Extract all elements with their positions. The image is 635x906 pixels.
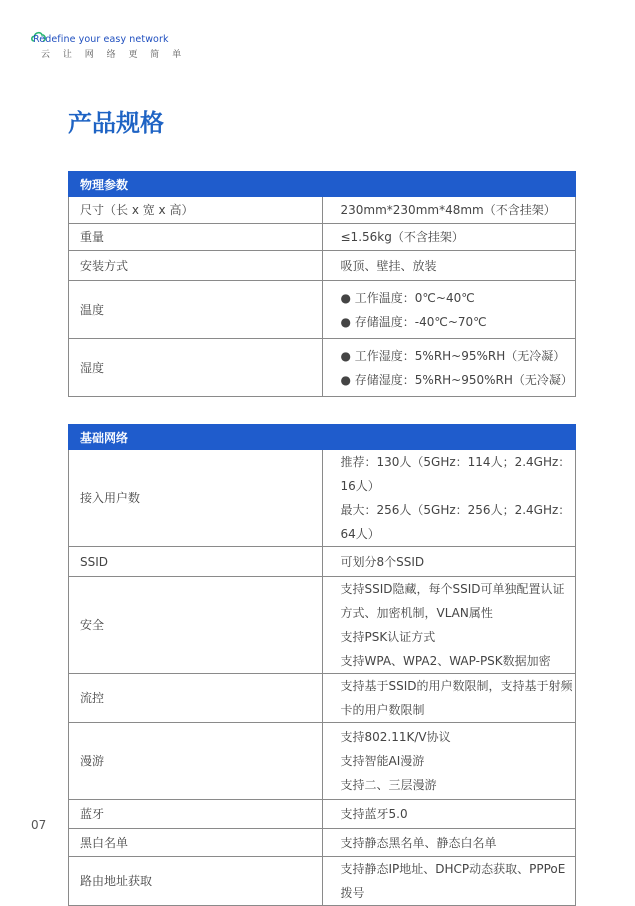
network-spec-table [68,424,576,906]
spec-value-line: ● 存储湿度：5%RH~950%RH（无冷凝） [340,372,573,387]
logo-tagline-en: Redefine your easy network [33,34,169,45]
spec-row [69,674,576,723]
spec-value [322,224,576,251]
spec-label: 安全 [69,577,323,674]
spec-value [322,251,576,281]
spec-value-line: ● 工作温度：0℃~40℃ [340,290,475,305]
spec-value-line: ● 存储温度：-40℃~70℃ [340,314,487,329]
spec-label: 蓝牙 [69,800,323,829]
spec-value-line: 支持智能AI漫游 [340,754,425,768]
spec-value-line: 可划分8个SSID [340,554,425,569]
spec-label: 接入用户数 [69,450,323,547]
spec-label: 黑白名单 [69,829,323,857]
spec-label: 温度 [69,281,323,339]
spec-value-line: ≤1.56kg（不含挂架） [340,230,464,244]
spec-value-line: 支持WPA、WPA2、WAP-PSK数据加密 [340,654,551,668]
spec-label: 安装方式 [69,251,323,281]
spec-value-line: 支持802.11K/V协议 [340,730,451,744]
spec-value [322,674,576,723]
spec-value-line: 支持静态IP地址、DHCP动态获取、PPPoE拨号 [340,862,566,900]
spec-label: 尺寸（长 x 宽 x 高） [69,197,323,224]
logo-tagline-cn: 云 让 网 络 更 简 单 [41,50,187,60]
spec-row [69,450,576,547]
spec-row [69,857,576,906]
spec-row [69,339,576,397]
spec-value-line: 最大：256人（5GHz：256人；2.4GHz：64人） [340,503,571,541]
spec-value [322,829,576,857]
spec-value-line: 支持二、三层漫游 [340,778,437,792]
spec-value-line: 支持基于SSID的用户数限制，支持基于射频卡的用户数限制 [340,679,573,717]
spec-value [322,281,576,339]
spec-value-line: 推荐：130人（5GHz：114人；2.4GHz：16人） [340,455,571,493]
spec-row [69,829,576,857]
physical-section-heading: 物理参数 [69,172,576,197]
spec-row [69,224,576,251]
spec-label: 漫游 [69,723,323,800]
spec-value [322,577,576,674]
spec-value-line: ● 工作湿度：5%RH~95%RH（无冷凝） [340,348,566,363]
spec-label: 路由地址获取 [69,857,323,906]
spec-row [69,723,576,800]
spec-row [69,577,576,674]
spec-value [322,547,576,577]
page-number: 07 [31,818,47,832]
physical-spec-table [68,171,576,397]
spec-value-line: 吸顶、壁挂、放装 [340,258,437,273]
spec-value [322,857,576,906]
network-section-heading: 基础网络 [69,425,576,450]
spec-value [322,450,576,547]
page-title: 产品规格 [68,109,164,137]
spec-row [69,281,576,339]
spec-label: 重量 [69,224,323,251]
spec-row [69,800,576,829]
spec-row [69,251,576,281]
spec-value [322,339,576,397]
spec-value [322,723,576,800]
spec-value-line: 支持蓝牙5.0 [340,807,408,821]
spec-row [69,197,576,224]
spec-label: 流控 [69,674,323,723]
spec-value-line: 支持静态黑名单、静态白名单 [340,835,497,850]
spec-value-line: 230mm*230mm*48mm（不含挂架） [340,203,556,217]
spec-row [69,547,576,577]
spec-value [322,800,576,829]
spec-value-line: 支持SSID隐藏，每个SSID可单独配置认证方式、加密机制，VLAN属性 [340,582,565,620]
spec-label: SSID [69,547,323,577]
spec-value [322,197,576,224]
spec-label: 湿度 [69,339,323,397]
spec-value-line: 支持PSK认证方式 [340,630,436,644]
